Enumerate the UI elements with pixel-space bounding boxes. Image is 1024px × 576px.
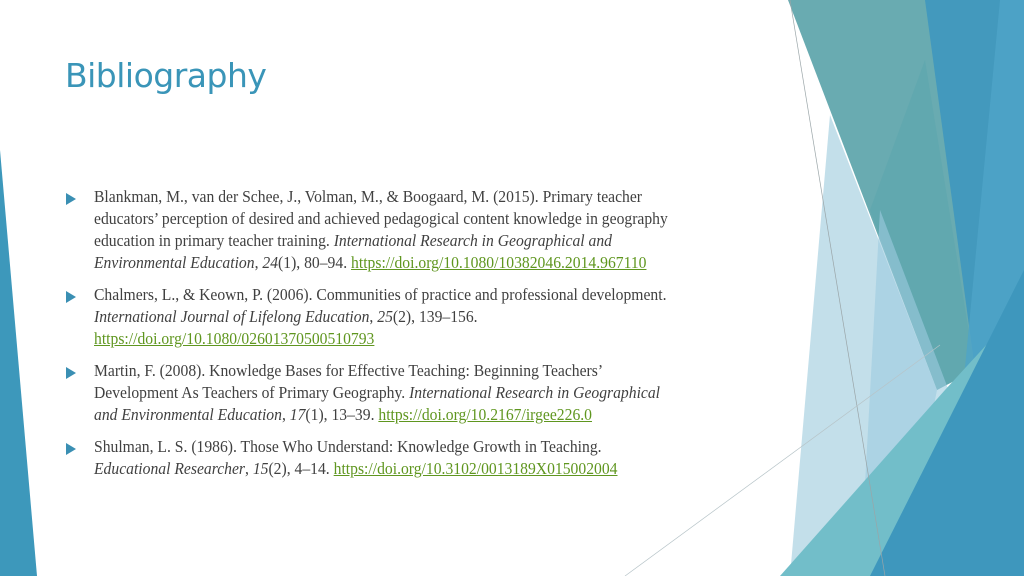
reference-list [66,186,786,490]
reference-item [66,360,786,426]
bullet-triangle-icon [66,291,76,303]
reference-text: , [281,405,290,424]
reference-text: , [245,459,253,478]
reference-text: , [369,307,378,326]
reference-line [94,230,731,252]
reference-text: (1), 80–94. [278,253,352,272]
italic-text: International Journal of Lifelong Education [94,307,370,326]
doi-link[interactable]: https://doi.org/10.2167/irgee226.0 [378,405,593,424]
page-title: Bibliography [65,56,267,95]
italic-text: and Environmental Education [94,405,282,424]
bullet-triangle-icon [66,193,76,205]
reference-text: (2), 139–156. [392,307,478,326]
reference-text: (2), 4–14. [268,459,334,478]
reference-item [66,436,786,480]
italic-text: International Research in Geographical [409,383,661,402]
doi-link[interactable]: https://doi.org/10.1080/02601370500510793 [94,329,375,348]
bullet-triangle-icon [66,367,76,379]
italic-text: 24 [262,253,279,272]
bullet-triangle-icon [66,443,76,455]
doi-link[interactable]: https://doi.org/10.1080/10382046.2014.967110 [351,253,647,272]
reference-line [94,186,731,208]
reference-text: Chalmers, L., & Keown, P. (2006). Communities of practice and professional development. [94,285,667,304]
italic-text: 15 [252,459,269,478]
reference-item [66,284,786,350]
reference-text: (1), 13–39. [305,405,379,424]
reference-text: Martin, F. (2008). Knowledge Bases for Effective Teaching: Beginning Teachers’ [94,361,604,380]
italic-text: International Research in Geographical and [333,231,613,250]
reference-text: Development As Teachers of Primary Geography. [94,383,410,402]
reference-line [94,208,731,230]
reference-line [94,284,731,306]
italic-text: 25 [377,307,393,326]
italic-text: Environmental Education [94,253,255,272]
reference-text: education in primary teacher training. [94,231,334,250]
reference-line [94,306,731,328]
reference-line [94,382,731,404]
reference-line [94,404,731,426]
left-edge-band [0,150,37,576]
doi-link[interactable]: https://doi.org/10.3102/0013189X015002004 [333,459,618,478]
reference-line [94,436,731,458]
reference-line [94,252,731,274]
reference-text: Blankman, M., van der Schee, J., Volman, M., & Boogaard, M. (2015). Primary teacher [94,187,643,206]
reference-line [94,328,731,350]
italic-text: Educational Researcher [94,459,246,478]
italic-text: 17 [289,405,306,424]
reference-text: Shulman, L. S. (1986). Those Who Understand: Knowledge Growth in Teaching. [94,437,602,456]
reference-item [66,186,786,274]
reference-line [94,360,731,382]
reference-line [94,458,731,480]
reference-text: , [254,253,263,272]
reference-text: educators’ perception of desired and achieved pedagogical content knowledge in geography [94,209,668,228]
